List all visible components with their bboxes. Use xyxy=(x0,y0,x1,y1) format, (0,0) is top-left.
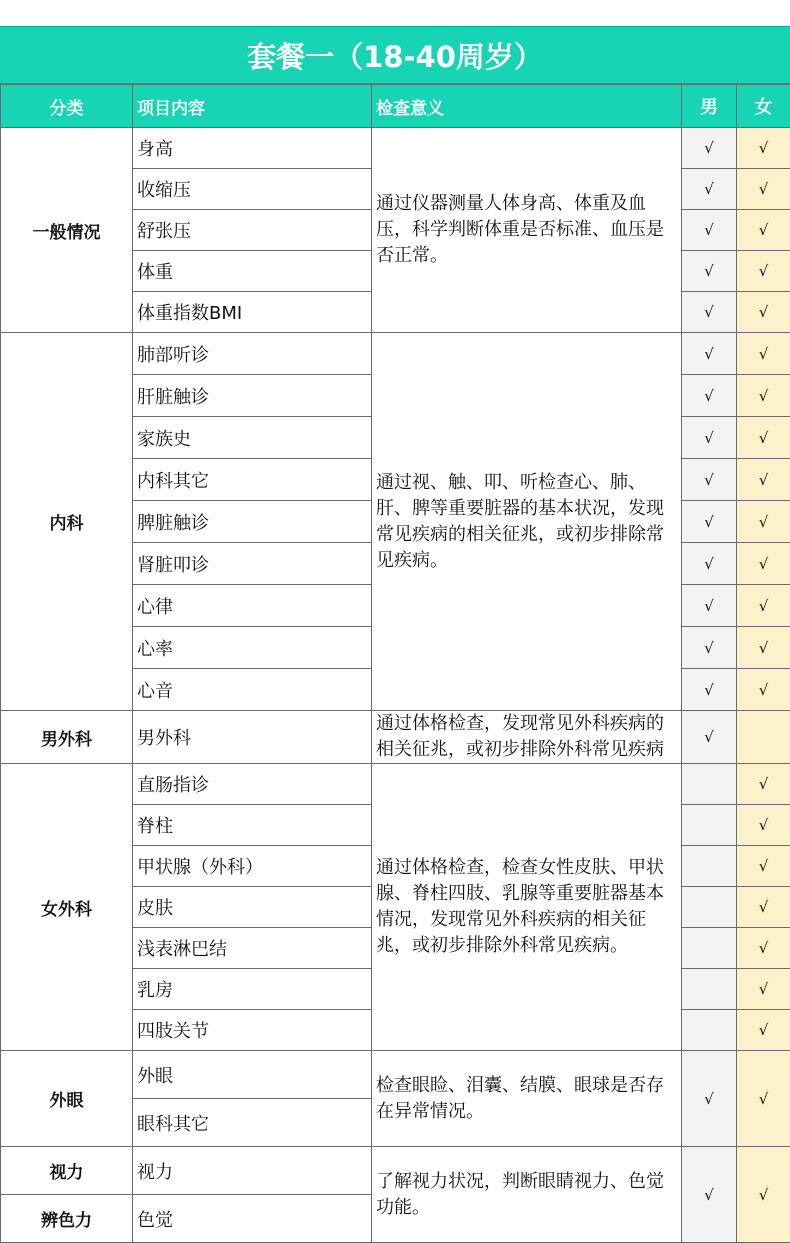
item-cell: 身高 xyxy=(133,128,372,169)
header-purpose: 检查意义 xyxy=(372,85,682,128)
male-check: √ xyxy=(682,417,737,459)
male-check: √ xyxy=(682,1051,737,1147)
female-check: √ xyxy=(737,333,790,375)
item-cell: 眼科其它 xyxy=(133,1099,372,1147)
item-cell: 色觉 xyxy=(133,1195,372,1243)
header-female: 女 xyxy=(737,85,790,128)
category-cell: 辨色力 xyxy=(1,1195,133,1243)
male-check xyxy=(682,928,737,969)
female-check: √ xyxy=(737,292,790,333)
male-check xyxy=(682,1010,737,1051)
male-check: √ xyxy=(682,292,737,333)
purpose-cell: 通过仪器测量人体身高、体重及血压，科学判断体重是否标准、血压是否正常。 xyxy=(372,128,682,333)
purpose-cell: 通过体格检查，检查女性皮肤、甲状腺、脊柱四肢、乳腺等重要脏器基本情况，发现常见外科疾病的相关征兆，或初步排除外科常见疾病。 xyxy=(372,764,682,1051)
male-check: √ xyxy=(682,459,737,501)
item-cell: 乳房 xyxy=(133,969,372,1010)
item-cell: 舒张压 xyxy=(133,210,372,251)
category-cell: 内科 xyxy=(1,333,133,711)
female-check: √ xyxy=(737,210,790,251)
female-check: √ xyxy=(737,764,790,805)
table-row xyxy=(1,764,790,805)
male-check: √ xyxy=(682,210,737,251)
female-check: √ xyxy=(737,543,790,585)
male-check xyxy=(682,846,737,887)
male-check: √ xyxy=(682,375,737,417)
male-check: √ xyxy=(682,128,737,169)
female-check: √ xyxy=(737,1147,790,1243)
exam-table xyxy=(0,84,790,1243)
female-check: √ xyxy=(737,1051,790,1147)
female-check: √ xyxy=(737,459,790,501)
female-check: √ xyxy=(737,928,790,969)
male-check: √ xyxy=(682,501,737,543)
top-margin xyxy=(0,0,790,26)
female-check: √ xyxy=(737,969,790,1010)
item-cell: 四肢关节 xyxy=(133,1010,372,1051)
female-check: √ xyxy=(737,169,790,210)
female-check: √ xyxy=(737,501,790,543)
category-cell: 外眼 xyxy=(1,1051,133,1147)
item-cell: 心率 xyxy=(133,627,372,669)
category-cell: 女外科 xyxy=(1,764,133,1051)
item-cell: 肝脏触诊 xyxy=(133,375,372,417)
table-row xyxy=(1,1147,790,1195)
female-check: √ xyxy=(737,417,790,459)
female-check: √ xyxy=(737,805,790,846)
female-check: √ xyxy=(737,128,790,169)
package-title: 套餐一（18-40周岁） xyxy=(0,26,790,84)
female-check: √ xyxy=(737,627,790,669)
male-check: √ xyxy=(682,669,737,711)
purpose-cell: 了解视力状况，判断眼睛视力、色觉功能。 xyxy=(372,1147,682,1243)
category-cell: 一般情况 xyxy=(1,128,133,333)
male-check: √ xyxy=(682,333,737,375)
female-check: √ xyxy=(737,846,790,887)
male-check: √ xyxy=(682,585,737,627)
header-row xyxy=(1,85,790,128)
female-check: √ xyxy=(737,251,790,292)
item-cell: 外眼 xyxy=(133,1051,372,1099)
table-row xyxy=(1,333,790,375)
male-check xyxy=(682,969,737,1010)
item-cell: 脊柱 xyxy=(133,805,372,846)
item-cell: 心音 xyxy=(133,669,372,711)
item-cell: 直肠指诊 xyxy=(133,764,372,805)
item-cell: 内科其它 xyxy=(133,459,372,501)
female-check xyxy=(737,711,790,764)
table-row xyxy=(1,1051,790,1099)
male-check: √ xyxy=(682,627,737,669)
female-check: √ xyxy=(737,1010,790,1051)
female-check: √ xyxy=(737,585,790,627)
header-item: 项目内容 xyxy=(133,85,372,128)
female-check: √ xyxy=(737,669,790,711)
female-check: √ xyxy=(737,375,790,417)
male-check: √ xyxy=(682,169,737,210)
item-cell: 肺部听诊 xyxy=(133,333,372,375)
item-cell: 皮肤 xyxy=(133,887,372,928)
item-cell: 甲状腺（外科） xyxy=(133,846,372,887)
item-cell: 男外科 xyxy=(133,711,372,764)
table-row xyxy=(1,128,790,169)
item-cell: 肾脏叩诊 xyxy=(133,543,372,585)
male-check: √ xyxy=(682,251,737,292)
male-check: √ xyxy=(682,543,737,585)
purpose-cell: 通过视、触、叩、听检查心、肺、肝、脾等重要脏器的基本状况，发现常见疾病的相关征兆，或初步排除常见疾病。 xyxy=(372,333,682,711)
item-cell: 家族史 xyxy=(133,417,372,459)
purpose-cell: 通过体格检查，发现常见外科疾病的相关征兆，或初步排除外科常见疾病 xyxy=(372,711,682,764)
item-cell: 收缩压 xyxy=(133,169,372,210)
male-check: √ xyxy=(682,711,737,764)
male-check: √ xyxy=(682,1147,737,1243)
purpose-cell: 检查眼睑、泪囊、结膜、眼球是否存在异常情况。 xyxy=(372,1051,682,1147)
item-cell: 体重 xyxy=(133,251,372,292)
item-cell: 心律 xyxy=(133,585,372,627)
item-cell: 脾脏触诊 xyxy=(133,501,372,543)
category-cell: 男外科 xyxy=(1,711,133,764)
female-check: √ xyxy=(737,887,790,928)
item-cell: 浅表淋巴结 xyxy=(133,928,372,969)
male-check xyxy=(682,887,737,928)
category-cell: 视力 xyxy=(1,1147,133,1195)
male-check xyxy=(682,805,737,846)
male-check xyxy=(682,764,737,805)
header-category: 分类 xyxy=(1,85,133,128)
item-cell: 体重指数BMI xyxy=(133,292,372,333)
header-male: 男 xyxy=(682,85,737,128)
item-cell: 视力 xyxy=(133,1147,372,1195)
table-row xyxy=(1,711,790,764)
